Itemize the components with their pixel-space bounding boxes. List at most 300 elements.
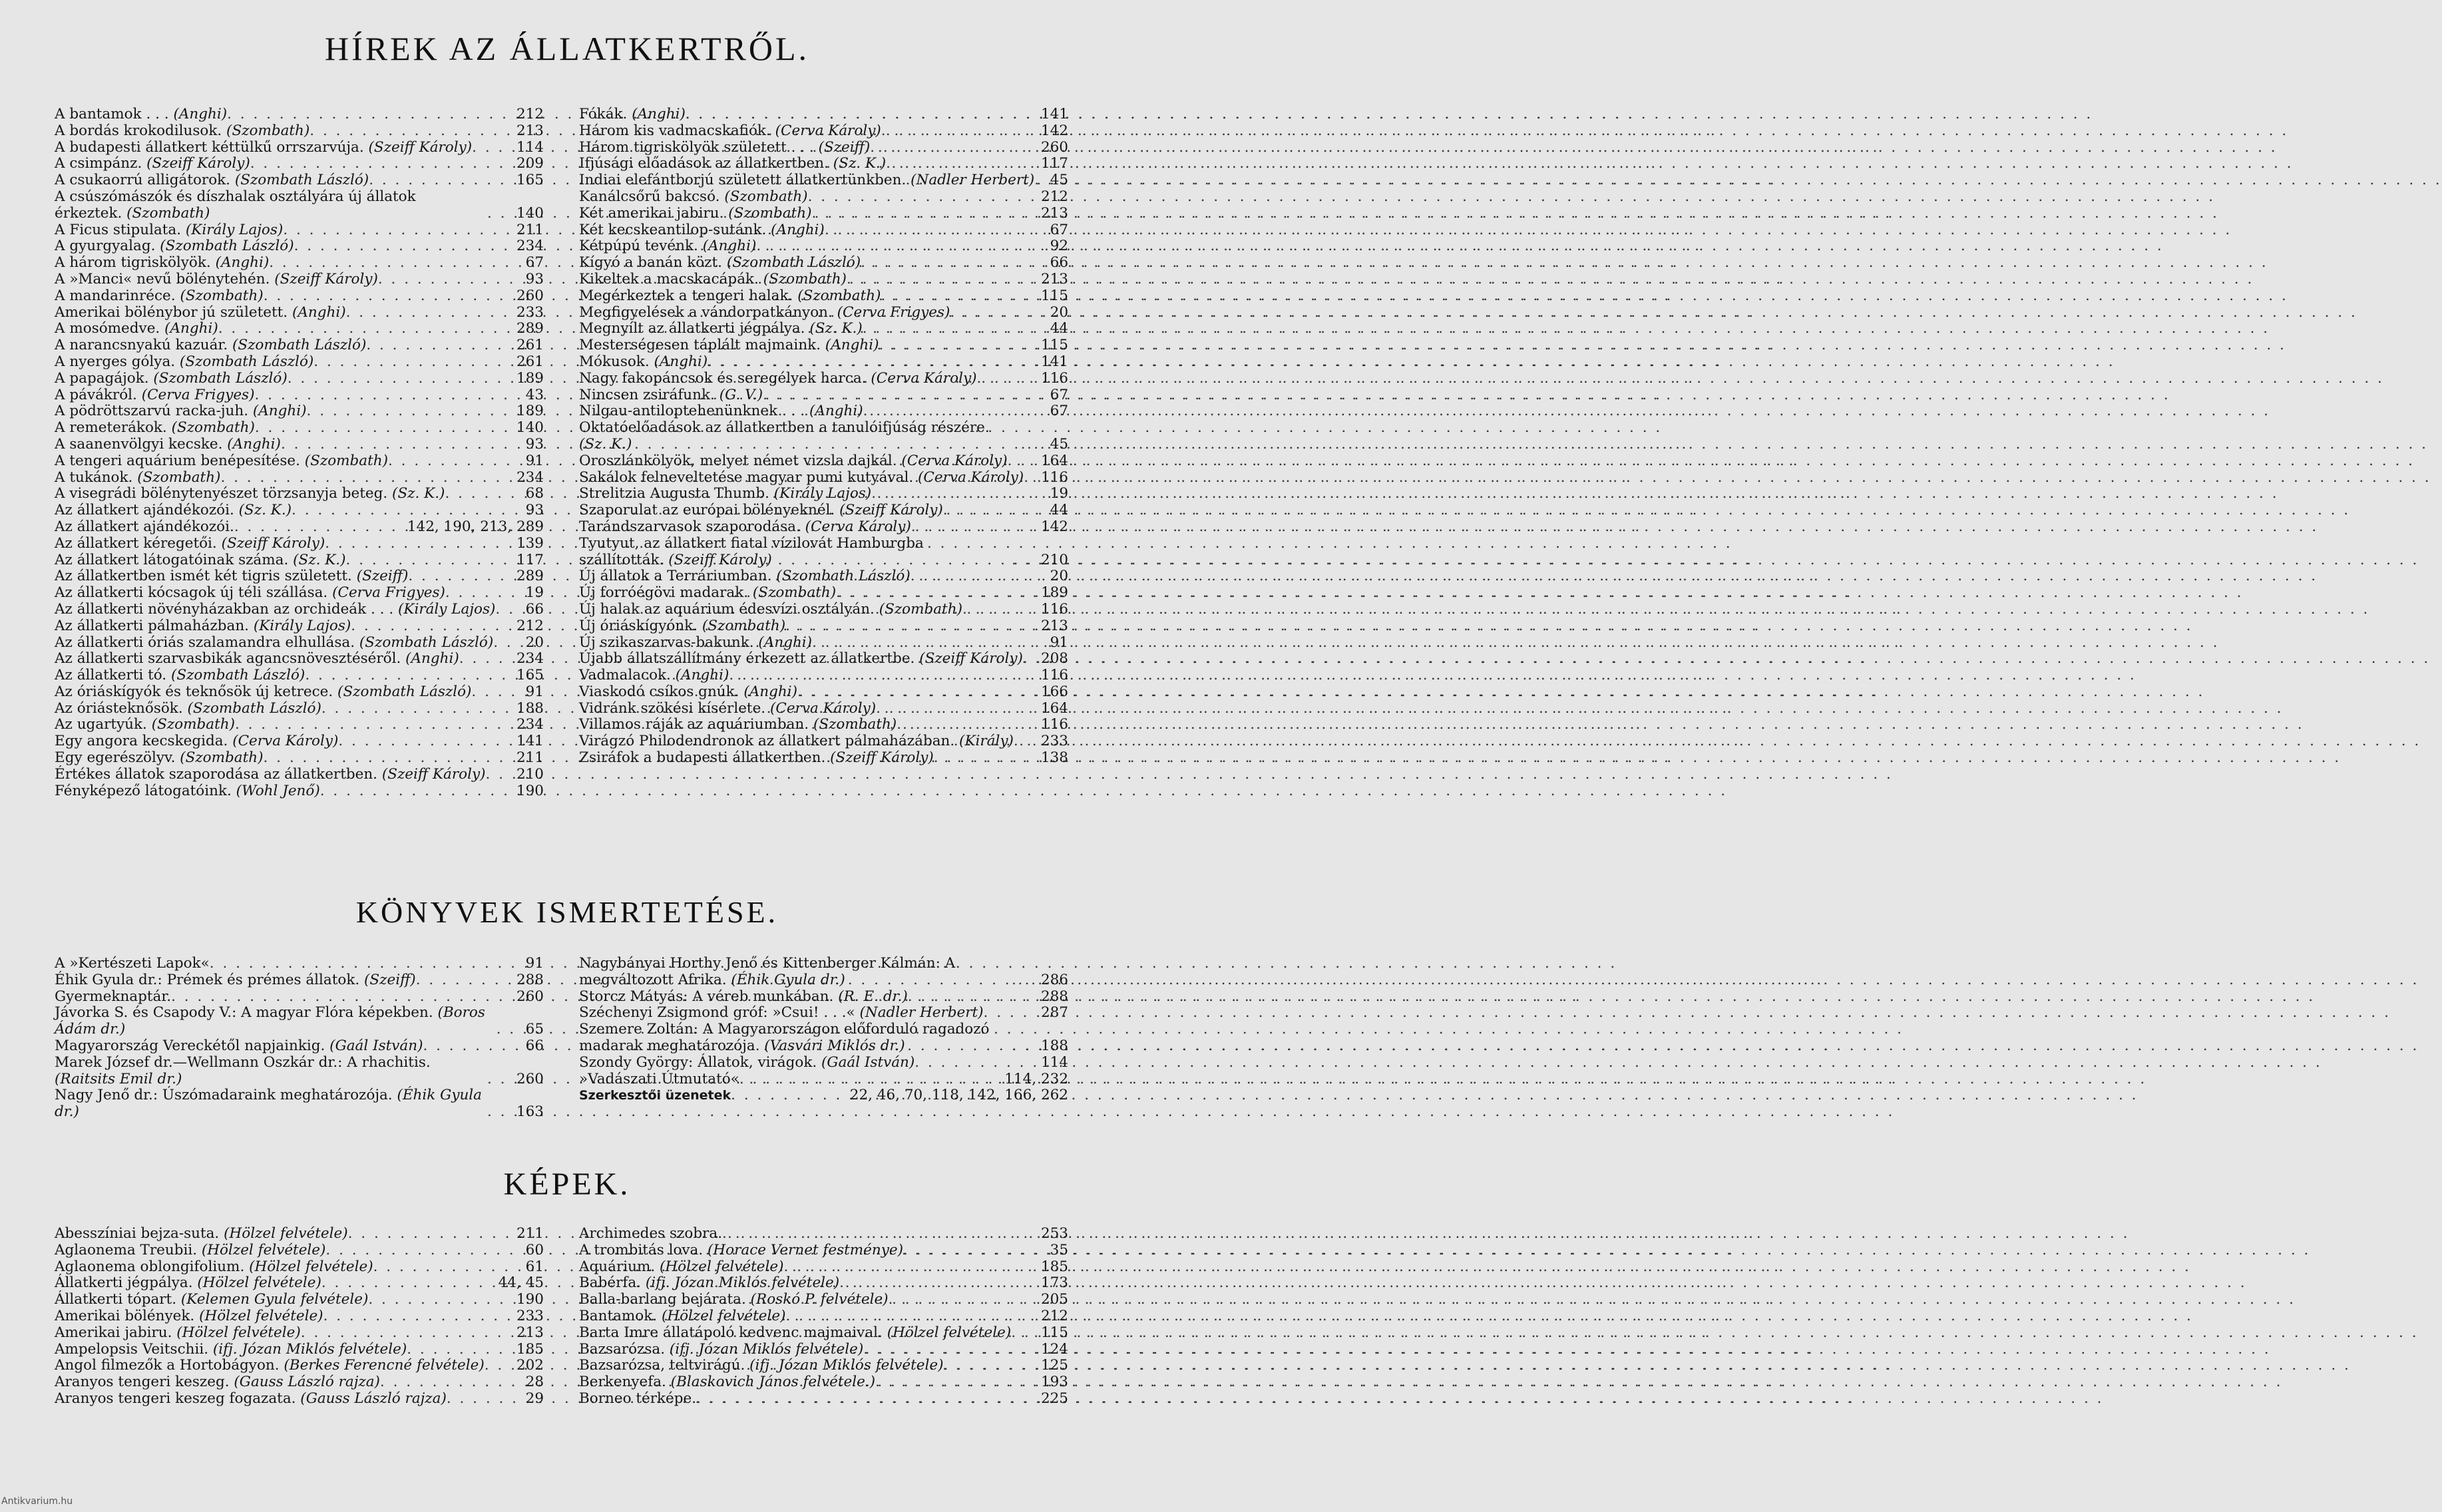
index-entry-row [55,684,544,701]
index-entry [579,470,1068,486]
index-entry-row [579,1259,1068,1276]
leader-dots [903,1242,1048,1259]
leader-dots [870,140,1038,156]
page-number: 288 [1040,988,1068,1005]
page-number: 19 [1050,485,1068,502]
leader-dots [886,156,1038,172]
entry-title: Megérkeztek a tengeri halak. (Szombath) [579,287,881,304]
leader-dots [871,486,1047,502]
entry-author: (Szombath) [175,287,264,304]
entry-author: (Anghi) [805,403,863,420]
entry-title: Nilgau-antiloptehenünknek . . . (Anghi) [579,403,863,420]
page-number: 91 [525,683,544,700]
leader-dots [943,502,1048,519]
entry-author: (Hölzel felvétele) [219,1225,348,1242]
index-entry-row [579,337,1068,354]
page-number: 212 [516,106,544,122]
leader-dots [863,1342,1038,1358]
index-entry-row [55,1259,544,1276]
index-entry [55,1087,544,1121]
index-entry-row [55,1374,544,1391]
entry-title: Borneo térképe. [579,1390,697,1407]
entry-title: A narancsnyakú kazuár. (Szombath László) [55,337,367,354]
page-number: 253 [1040,1225,1068,1242]
index-entry [579,1226,1068,1242]
index-entry-row [579,1342,1068,1358]
konyvek-left-column [55,956,544,1121]
index-entry-row [55,667,544,684]
leader-dots [1012,1038,1038,1055]
leader-dots [323,1308,514,1325]
index-entry [579,255,1068,272]
leader-dots [281,437,523,453]
leader-dots [218,321,514,337]
entry-title: A nyerges gólya. (Szombath László) [55,353,314,370]
leader-dots [1011,1325,1038,1342]
entry-title: Bazsarózsa, teltvirágú. (ifj. Józan Miklós felvétele) [579,1357,944,1374]
index-entry-row [55,1292,544,1308]
entry-author: (Szombath László) [166,667,305,684]
leader-dots [368,1292,514,1308]
index-entry [55,272,544,288]
leader-dots [283,222,514,239]
page-number: 19 [525,584,544,602]
entry-title: A budapesti állatkert kéttülkű orrszarvúja. (Szeiff Károly) [55,138,473,156]
entry-title: Aglaonema oblongifolium. (Hölzel felvétele) [55,1258,373,1275]
entry-title: »Vadászati Útmutató« [579,1070,739,1087]
index-entry-row [579,403,1068,420]
entry-author: (Anghi) [168,106,228,122]
index-entry [55,172,544,189]
page-number: 288 [516,971,544,988]
entry-title: Az állatkertben ismét két tigris született. (Szeiff) [55,568,409,585]
entry-title: Gyermeknaptár. [55,988,172,1005]
index-entry-row [579,140,1068,156]
page-number: 35 [1050,1241,1068,1258]
index-entry-row [579,453,1068,470]
page-number: 213 [1040,270,1068,287]
index-entry [579,1308,1068,1325]
hirek-left-column [55,106,544,799]
entry-author: (Hölzel felvétele) [197,1241,326,1258]
konyvek-right-column [579,956,1068,1104]
index-entry-row [55,1325,544,1342]
entry-author: (ifj. Józan Miklós felvétele) [208,1340,407,1358]
index-entry [579,420,1068,453]
index-entry [55,717,544,733]
index-entry-row [579,371,1068,387]
index-entry-row [55,618,544,635]
leader-dots [264,288,514,305]
page-number: 260 [1040,138,1068,156]
index-entry-row [55,354,544,371]
entry-title: Kígyó a banán közt. (Szombath László) [579,254,861,272]
entry-title: Új szikaszarvas-bakunk. (Anghi) [579,634,813,651]
page-number: 164 [1040,699,1068,717]
index-entry-row [55,767,544,783]
entry-author: (Szombath) [122,204,210,222]
index-entry-row [579,1226,1068,1242]
page-number: 93 [525,435,544,453]
entry-author: (Raitsits Emil dr.) [55,1070,182,1087]
leader-dots [380,1374,523,1391]
page-number: 173 [1040,1274,1068,1292]
index-entry-row [579,1308,1068,1325]
entry-title: A tengeri aquárium benépesítése. (Szombath) [55,452,389,469]
entry-title: Állatkerti jégpálya. (Hölzel felvétele) [55,1274,321,1292]
leader-dots [325,536,514,552]
entry-author: (Cerva Károly) [765,699,877,717]
entry-author: (Szombath) [698,617,786,634]
entry-author: (Gaál István) [325,1037,423,1054]
entry-author: (Hölzel felvétele) [244,1258,373,1275]
page-number: 211 [516,1225,544,1242]
index-entry-row [579,568,1068,585]
page-number: 116 [1040,667,1068,684]
entry-title: Az állatkerti pálmaházban. (Király Lajos) [55,617,351,634]
page-number: 44 [1050,502,1068,519]
page-number: 61 [525,1258,544,1275]
entry-title: Aranyos tengeri keszeg. (Gauss László rajza) [55,1374,380,1391]
index-entry [55,1005,544,1038]
index-entry-row [579,1275,1068,1292]
index-entry [579,403,1068,420]
index-entry-row [55,519,544,536]
leader-dots [797,684,1038,701]
index-entry [579,1342,1068,1358]
index-entry-row [579,222,1068,239]
index-entry-row [579,486,1068,502]
entry-author: (Szeiff Károly) [142,155,250,172]
leader-dots [756,238,1047,255]
page-number: 141 [516,733,544,750]
index-entry [579,733,1068,750]
entry-title: A mandarinréce. (Szombath) [55,287,264,304]
leader-dots [321,1275,496,1292]
leader-dots [763,387,1047,404]
page-number: 212 [1040,188,1068,205]
index-entry [55,1391,544,1408]
index-entry [579,123,1068,140]
index-entry [55,1242,544,1259]
index-entry [579,156,1068,172]
leader-dots [487,206,514,222]
index-entry-row [579,255,1068,272]
index-entry-row [579,354,1068,371]
leader-dots [731,1087,847,1104]
leader-dots [416,972,514,989]
leader-dots [307,403,514,420]
index-entry [55,387,544,404]
index-entry [579,1071,1068,1088]
entry-title: Nagy Jenő dr.: Úszómadaraink meghatározója. (Éhik Gyula dr.) [55,1087,483,1121]
leader-dots [305,667,514,684]
entry-author: (Vasvári Miklós dr.) [759,1037,905,1054]
index-entry-row [579,618,1068,635]
index-entry [55,568,544,585]
page-number: 261 [516,353,544,370]
leader-dots [472,140,514,156]
entry-author: (Szombath László) [771,568,911,585]
entry-author: (Hölzel felvétele) [882,1324,1012,1341]
entry-title: Három tigriskölyök született . . . (Szeiff) [579,138,871,156]
page-number: 115 [1040,337,1068,354]
page-number: 141 [1040,106,1068,122]
page-number: 211 [516,221,544,238]
page-number: 142 [1040,122,1068,139]
leader-dots [495,602,522,618]
page-number: 91 [525,955,544,972]
entry-title: Az állatkerti óriás szalamandra elhullása. (Szombath László) [55,634,494,651]
page-number: 22, 46, 70, 118, 142, 166, 262 [849,1087,1068,1104]
leader-dots [220,470,514,486]
kepek-right-column [579,1226,1068,1408]
leader-dots [812,635,1048,652]
leader-dots [292,502,523,519]
entry-title: Új halak az aquárium édesvízi osztályán. (Szombath) [579,600,962,618]
index-entry [55,701,544,717]
entry-author: (Anghi) [739,683,797,700]
index-entry-row [55,783,544,800]
entry-title: Angol filmezők a Hortobágyon. (Berkes Ferencné felvétele) [55,1357,485,1374]
leader-dots [301,1325,514,1342]
index-entry-row [55,635,544,652]
page-number: 165 [516,667,544,684]
entry-title: Marek József dr.—Wellmann Oszkár dr.: A rhachitis. (Raitsits Emil dr.) [55,1053,431,1087]
index-entry [579,750,1068,767]
leader-dots [863,321,1048,337]
watermark: Antikvarium.hu [1,1496,73,1507]
entry-author: (Sz. K.) [234,502,292,519]
page-number: 233 [1040,733,1068,750]
entry-title: Fényképező látogatóink. (Wohl Jenő) [55,782,320,799]
index-entry [55,1358,544,1374]
entry-title: Egy egerészölyv. (Szombath) [55,749,264,767]
index-entry [579,272,1068,288]
index-entry-row [55,470,544,486]
index-entry [55,337,544,354]
kepek-left-column [55,1226,544,1408]
page-number: 92 [1050,238,1068,255]
index-entry [55,123,544,140]
index-entry [55,519,544,536]
entry-author: (Szombath) [793,287,881,304]
leader-dots [1014,733,1038,750]
index-entry [579,635,1068,652]
entry-author: (Szombath) [132,469,221,486]
page-number: 289 [516,320,544,337]
page-number: 213 [1040,617,1068,634]
page-number: 124 [1040,1340,1068,1358]
index-entry-row [55,750,544,767]
page-number: 190 [516,782,544,799]
entry-author: (Cerva Károly) [897,452,1008,469]
page-number: 67 [1050,403,1068,420]
index-entry-row [579,1292,1068,1308]
index-entry [579,1325,1068,1342]
entry-title: Tarándszarvasok szaporodása. (Cerva Károly) [579,518,911,535]
index-entry [579,140,1068,156]
page-number: 114, 232 [1004,1070,1068,1087]
page-number: 140 [516,419,544,437]
index-entry-row [55,536,544,552]
leader-dots [863,403,1048,420]
entry-author: (Sz. K.) [805,320,863,337]
leader-dots [250,156,514,172]
leader-dots [493,635,522,652]
entry-author: (Sz. K.) [828,155,887,172]
entry-author: (Anghi) [627,106,686,122]
entry-title: Az állatkert ajándékozói. (Sz. K.) [55,502,292,519]
entry-title: Tyutyut, az állatkert fiatal vízilovát Hamburgba szállították. (Szeiff Károly) [579,534,924,568]
entry-author: (Szombath László) [148,369,288,387]
section-title-kepek: KÉPEK. [503,1167,631,1202]
index-entry [579,1055,1068,1071]
index-entry-row [579,750,1068,767]
entry-author: (Wohl Jenő) [231,782,320,799]
index-entry-row [55,502,544,519]
page-number: 125 [1040,1357,1068,1374]
index-entry [579,568,1068,585]
page-number: 205 [1040,1291,1068,1308]
entry-title: Amerikai bölények. (Hölzel felvétele) [55,1307,323,1324]
entry-title: A mosómedve. (Anghi) [55,320,218,337]
entry-author: (Király) [954,733,1014,750]
entry-title: Oktatóelőadások az állatkertben a tanulóifjúság részére. (Sz. K.) [579,419,990,453]
page-number: 188 [1040,1037,1068,1054]
index-entry-row [579,470,1068,486]
page-number: 66 [525,1037,544,1054]
page-number: 140 [516,204,544,222]
index-entry [55,238,544,255]
index-entry-row [55,222,544,239]
page-number: 202 [516,1357,544,1374]
entry-title: A »Manci« nevű bölénytehén. (Szeiff Károly) [55,270,378,287]
entry-author: (Gaál István) [817,1053,915,1071]
page-number: 43 [525,386,544,403]
index-entry-row [579,667,1068,684]
page-number: 20 [1050,303,1068,321]
index-entry [579,717,1068,733]
leader-dots [876,701,1038,717]
entry-author: (Szombath László) [721,254,861,272]
leader-dots [722,1226,1038,1242]
index-entry-row [55,1038,544,1055]
leader-dots [1012,552,1038,569]
entry-author: (Szombath) [809,716,897,733]
entry-author: (Hölzel felvétele) [192,1274,321,1292]
index-entry [55,536,544,552]
entry-title: Az állatkerti szarvasbikák agancsnövesztéséről. (Anghi) [55,650,459,667]
page-number: 115 [1040,287,1068,304]
leader-dots [309,123,514,140]
entry-author: (Hölzel felvétele) [657,1307,786,1324]
page-number: 234 [516,716,544,733]
leader-dots [313,354,514,371]
entry-title: Szemere Zoltán: A Magyarországon előforduló ragadozó madarak meghatározója. (Vasvári Miklós dr.) [579,1021,990,1054]
page-number: 142 [1040,518,1068,535]
index-entry [579,206,1068,222]
entry-title: A csúszómászók és díszhalak osztályára új állatok érkeztek. (Szombath) [55,188,416,222]
entry-author: (Anghi) [670,667,729,684]
entry-author: (Szombath) [300,452,389,469]
leader-dots [825,222,1048,239]
index-entry [579,106,1068,123]
index-entry [55,486,544,502]
entry-title: Az állatkerti kócsagok új téli szállása. (Cerva Frigyes) [55,584,445,602]
page-number: 164 [1040,452,1068,469]
index-entry [55,684,544,701]
page-number: 233 [516,303,544,321]
leader-dots [785,618,1038,635]
entry-title: Az óriáskígyók és teknősök új ketrece. (Szombath László) [55,683,472,700]
index-entry [55,1259,544,1276]
leader-dots [445,585,523,602]
index-entry [55,1055,544,1088]
page-number: 138 [1040,749,1068,767]
entry-author: (Kelemen Gyula felvétele) [176,1291,369,1308]
index-entry-row [55,701,544,717]
leader-dots [388,453,523,470]
index-entry [55,1308,544,1325]
page-number: 114 [1040,1053,1068,1071]
index-entry [579,1292,1068,1308]
leader-dots [911,519,1038,536]
index-entry-row [579,288,1068,305]
leader-dots [321,701,514,717]
leader-dots [254,387,522,404]
entry-author: (Szeiff Károly) [216,534,325,552]
index-entry [55,453,544,470]
index-entry-row [579,206,1068,222]
leader-dots [210,956,523,972]
entry-author: (Cerva Frigyes) [136,386,255,403]
entry-author: (Szombath László) [175,353,314,370]
index-entry [579,667,1068,684]
index-entry-row [579,635,1068,652]
entry-title: Amerikai bölénybor jú született. (Anghi) [55,303,346,321]
entry-title: Az állatkerti tó. (Szombath László) [55,667,305,684]
page-number: 211 [516,749,544,767]
leader-dots [471,684,522,701]
entry-title: Storcz Mátyás: A véreb munkában. (R. E. dr.) [579,988,908,1005]
leader-dots [879,337,1038,354]
index-entry [55,222,544,239]
leader-dots [915,1055,1038,1071]
index-entry [55,1292,544,1308]
entry-title: Archimedes szobra. [579,1225,723,1242]
entry-title: Jávorka S. és Csapody V.: A magyar Flóra képekben. (Boros Ádám dr.) [55,1004,485,1038]
page-number: 166 [1040,683,1068,700]
entry-title: Bantamok. (Hölzel felvétele) [579,1307,786,1324]
entry-author: (Anghi) [160,320,218,337]
entry-author: (Szeiff Károly) [664,551,772,568]
entry-title: Oroszlánkölyök, melyet német vizsla dajkál. (Cerva Károly) [579,452,1008,469]
entry-title: Vidránk szökési kísérlete. (Cerva Károly) [579,699,877,717]
entry-title: Ifjúsági előadások az állatkertben. (Sz. K.) [579,155,887,172]
index-entry-row [579,989,1068,1006]
entry-title: Az óriásteknősök. (Szombath László) [55,699,321,717]
page-number: 114 [516,138,544,156]
index-entry [55,420,544,437]
index-entry [55,1342,544,1358]
index-entry-row [579,321,1068,337]
index-entry [55,371,544,387]
entry-author: (Anghi) [698,238,757,255]
index-entry [579,354,1068,371]
index-entry [55,618,544,635]
entry-author: (Cerva Frigyes) [327,584,445,602]
